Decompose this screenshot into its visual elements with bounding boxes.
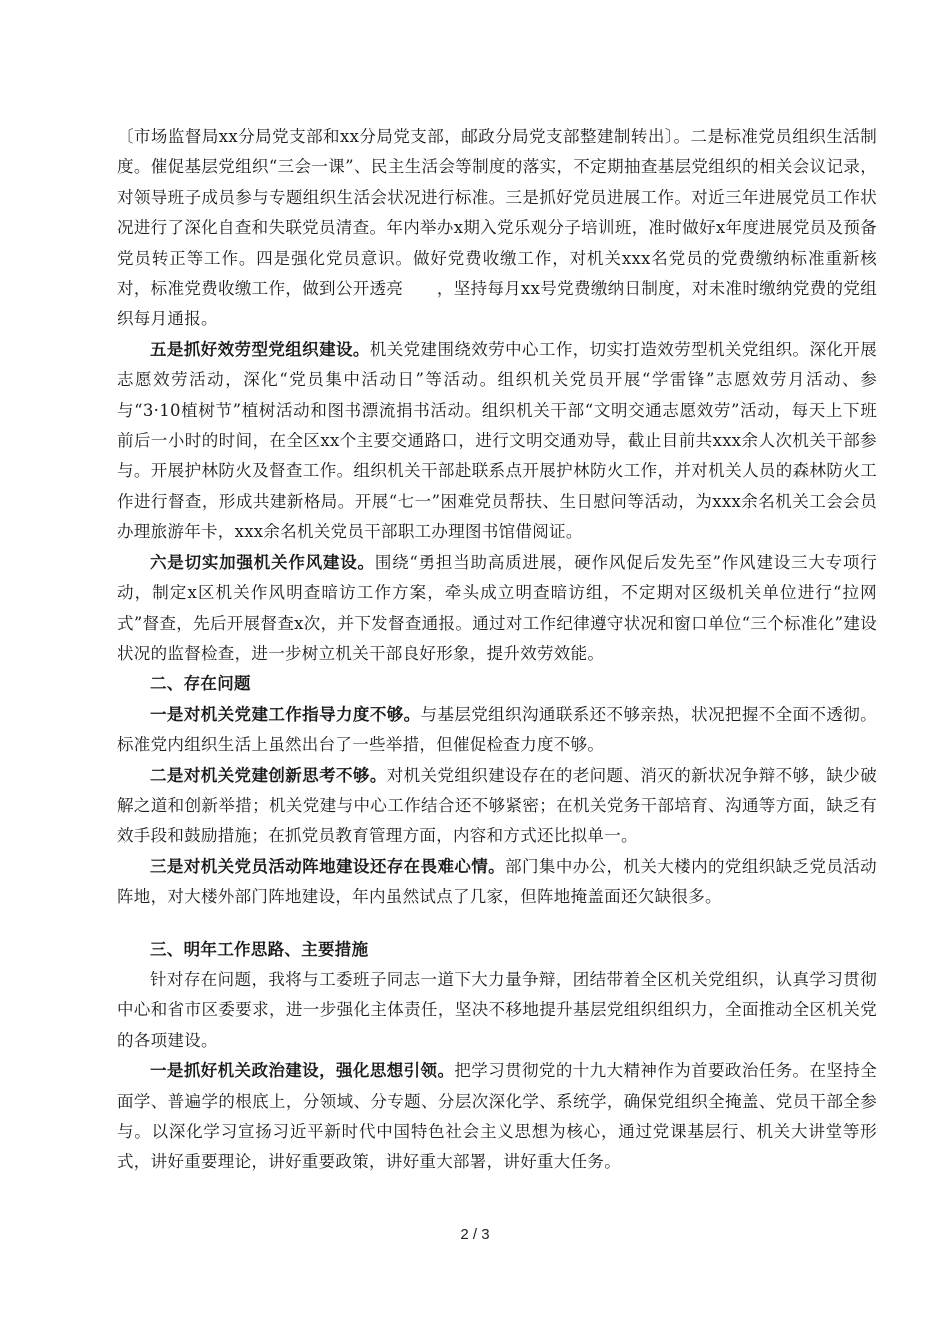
paragraph-service-org [117,335,877,548]
paragraph-intro [117,965,877,1056]
paragraph-problem-3 [117,852,877,913]
paragraph-text: 部门集中办公，机关大楼内的党组织缺乏党员活动阵地，对大楼外部门阵地建设，年内虽然试点了几家，但阵地掩盖面还欠缺很多。 [117,856,877,907]
paragraph-text: 把学习贯彻党的十九大精神作为首要政治任务。在坚持全面学、普遍学的根底上，分领域、分专题、分层次深化学、系统学，确保党组织全掩盖、党员干部全参与。以深化学习宣扬习近平新时代中国特色社会主义思想为核心，通过党课基层行、机关大讲堂等形式，讲好重要理论，讲好重要政策，讲好重大部署，讲好重大任务。 [117,1061,877,1172]
paragraph-problem-2 [117,761,877,852]
section-heading-problems: 二、存在问题 [150,674,251,694]
paragraph-lead: 一是对机关党建工作指导力度不够。 [150,704,421,724]
paragraph-measure-1 [117,1056,877,1178]
section-heading-next-year: 三、明年工作思路、主要措施 [150,939,369,959]
paragraph-text: 机关党建围绕效劳中心工作，切实打造效劳型机关党组织。深化开展志愿效劳活动，深化“党员集中活动日”等活动。组织机关党员开展“学雷锋”志愿效劳月活动、参与“3·10植树节”植树活动和图书漂流捐书活动。组织机关干部“文明交通志愿效劳”活动，每天上下班前后一小时的时间，在全区xx个主要交通路口，进行文明交通劝导，截止目前共xxx余人次机关干部参与。开展护林防火及督查工作。组织机关干部赴联系点开展护林防火工作，并对机关人员的森林防火工作进行督查，形成共建新格局。开展“七一”困难党员帮扶、生日慰问等活动，为xxx余名机关工会会员办理旅游年卡，xxx余名机关党员干部职工办理图书馆借阅证。 [117,339,877,542]
paragraph-work-style [117,548,877,670]
paragraph-lead: 一是抓好机关政治建设，强化思想引领。 [150,1061,455,1081]
paragraph-text: 对机关党组织建设存在的老问题、消灭的新状况争辩不够，缺少破解之道和创新举措；机关党建与中心工作结合还不够紧密；在机关党务干部培育、沟通等方面，缺乏有效手段和鼓励措施；在抓党员教育管理方面，内容和方式还比拟单一。 [117,765,877,846]
paragraph-problem-1 [117,700,877,761]
document-body [117,122,877,1178]
paragraph-lead: 六是切实加强机关作风建设。 [150,552,375,572]
paragraph-lead: 二是对机关党建创新思考不够。 [150,765,387,785]
paragraph-lead: 五是抓好效劳型党组织建设。 [150,339,370,359]
paragraph-continuation: 〔市场监督局xx分局党支部和xx分局党支部，邮政分局党支部整建制转出〕。二是标准党员组织生活制度。催促基层党组织“三会一课”、民主生活会等制度的落实，不定期抽查基层党组织的相关会议记录，对领导班子成员参与专题组织生活会状况进行标准。三是抓好党员进展工作。对近三年进展党员工作状况进行了深化自查和失联党员清查。年内举办x期入党乐观分子培训班，准时做好x年度进展党员及预备党员转正等工作。四是强化党员意识。做好党费收缴工作，对机关xxx名党员的党费缴纳标准重新核对，标准党费收缴工作，做到公开透亮 ，坚持每月xx号党费缴纳日制度，对未准时缴纳党费的党组织每月通报。 [117,127,877,329]
page-number: 2 / 3 [460,1226,490,1243]
paragraph-text: 围绕“勇担当助高质进展，硬作风促后发先至”作风建设三大专项行动，制定x区机关作风明查暗访工作方案，牵头成立明查暗访组，不定期对区级机关单位进行“拉网式”督查，先后开展督查x次，并下发督查通报。通过对工作纪律遵守状况和窗口单位“三个标准化”建设状况的监督检查，进一步树立机关干部良好形象，提升效劳效能。 [117,552,878,663]
paragraph-lead: 三是对机关党员活动阵地建设还存在畏难心情。 [150,856,506,876]
paragraph-text: 针对存在问题，我将与工委班子同志一道下大力量争辩，团结带着全区机关党组织，认真学习贯彻中心和省市区委要求，进一步强化主体责任，坚决不移地提升基层党组织组织力，全面推动全区机关党的各项建设。 [117,969,877,1050]
paragraph-text: 与基层党组织沟通联系还不够亲热，状况把握不全面不透彻。标准党内组织生活上虽然出台了一些举措，但催促检查力度不够。 [117,704,877,755]
